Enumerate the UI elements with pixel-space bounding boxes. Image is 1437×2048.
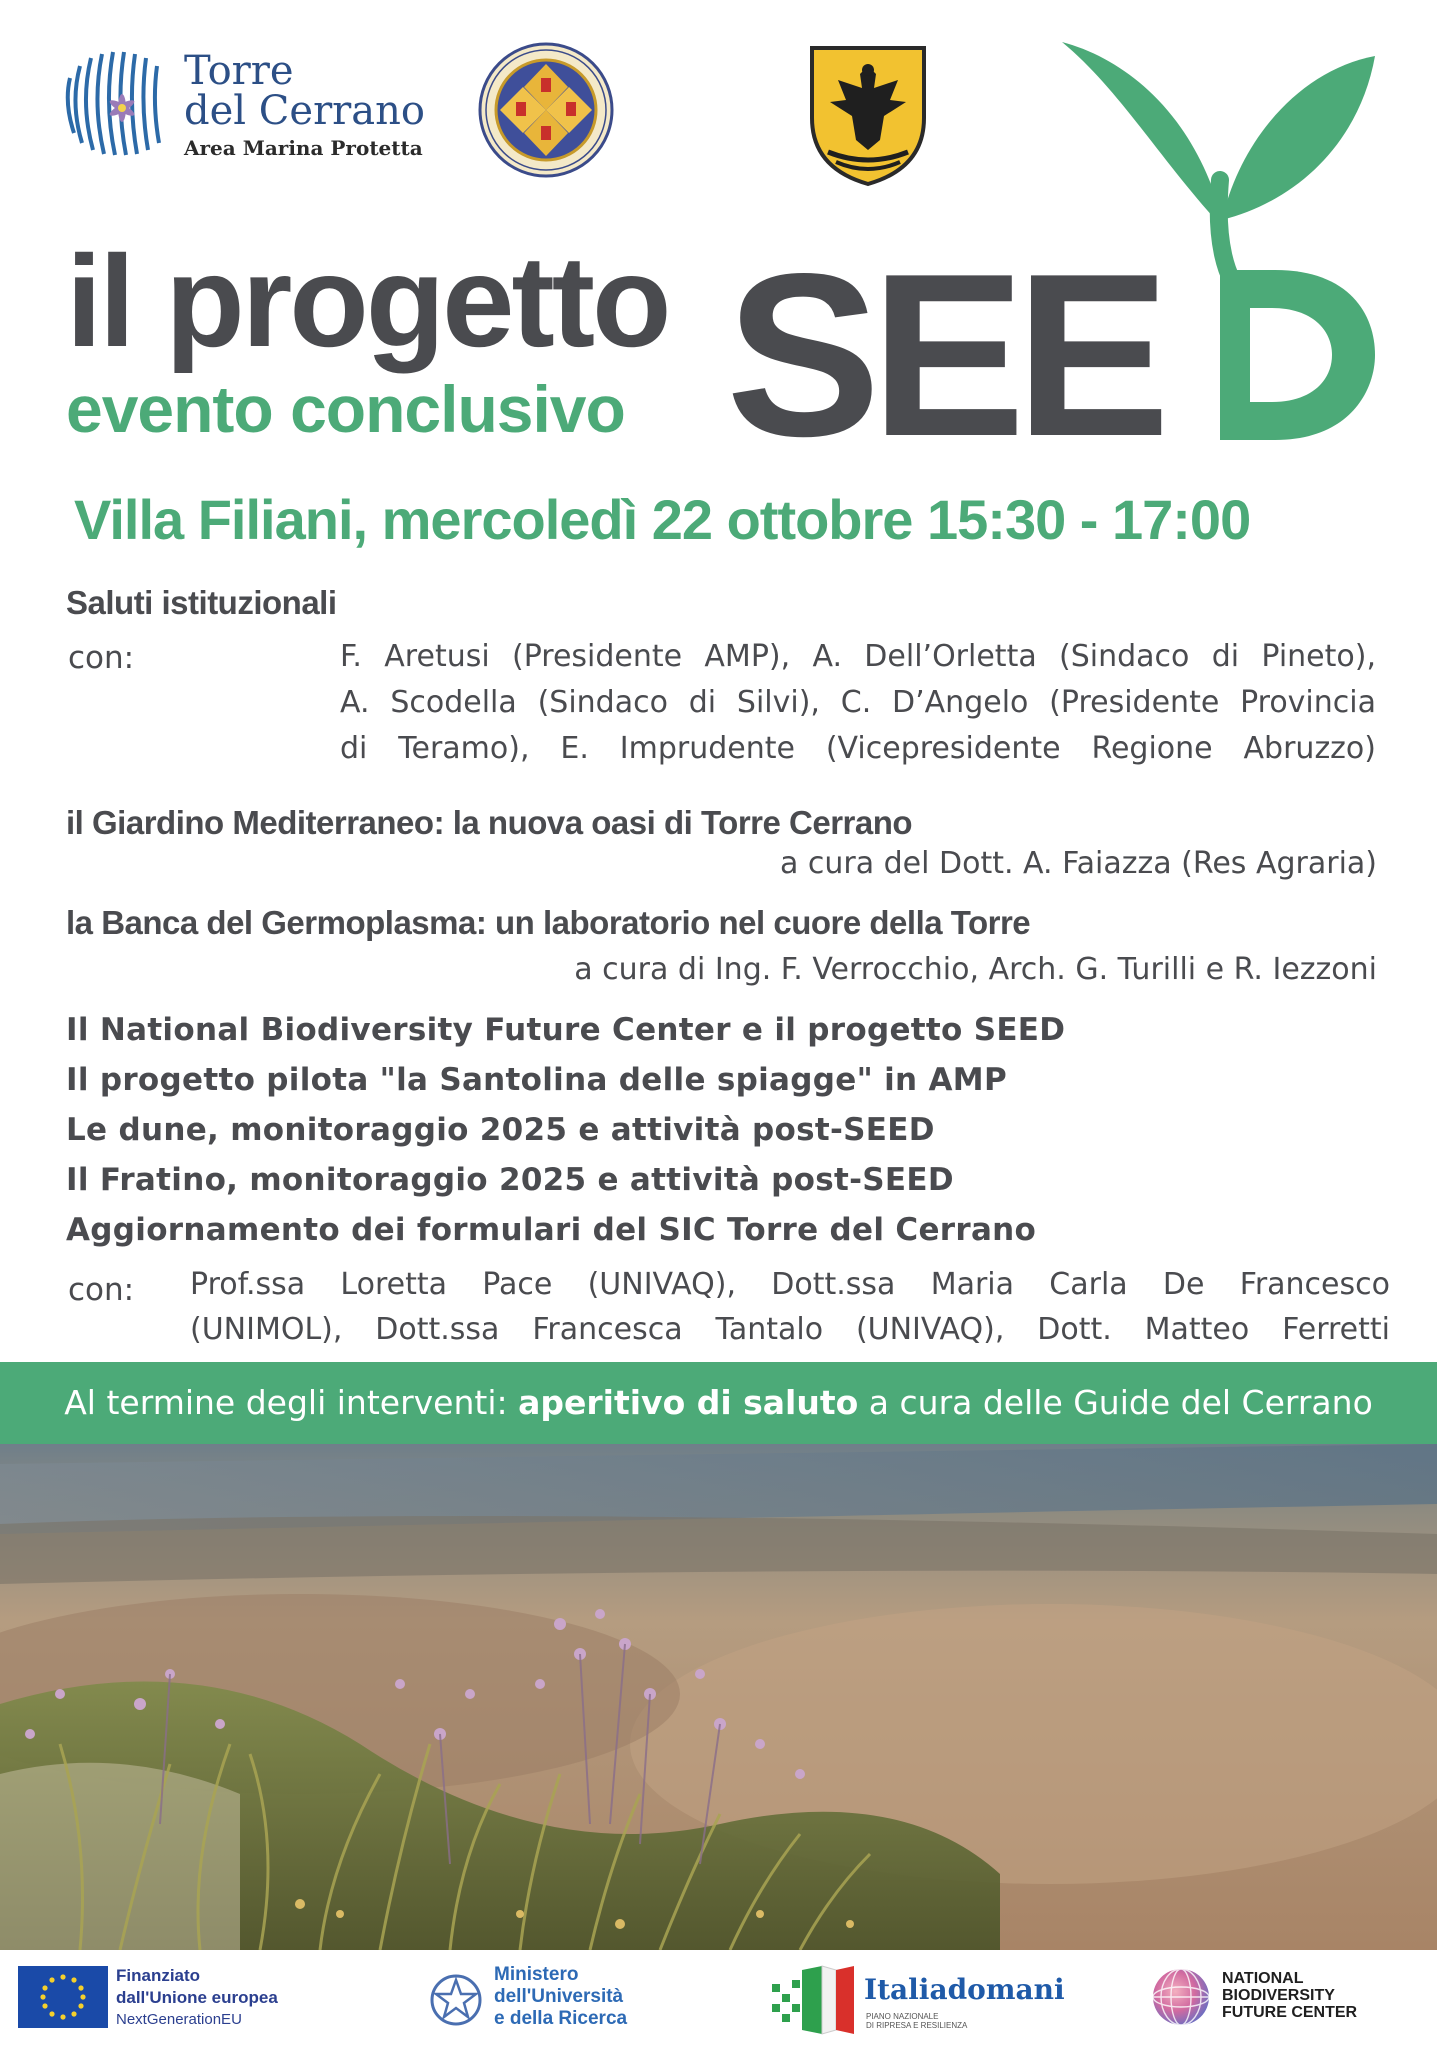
greetings-heading: Saluti istituzionali [66,584,337,621]
eu-line3: NextGenerationEU [116,2011,242,2028]
nbfc-globe-icon [1150,1966,1212,2028]
greetings-line: F. Aretusi (Presidente AMP), A. Dell’Orletta (Sindaco di Pineto), [340,639,1376,674]
eagle-crest-icon [806,40,930,188]
topic-item: Il progetto pilota "la Santolina delle spiagge" in AMP [66,1062,1007,1098]
brand-domani: domani [947,1973,1065,2006]
talk1-curator: a cura del Dott. A. Faiazza (Res Agraria) [779,846,1377,881]
nbfc-line3: FUTURE CENTER [1222,2004,1358,2021]
banner-suffix: a cura delle Guide del Cerrano [858,1383,1373,1422]
title-evento-conclusivo: evento conclusivo [66,372,625,446]
topic-item: Aggiornamento dei formulari del SIC Torre del Cerrano [66,1212,1037,1248]
brand-italia: Italia [864,1973,948,2006]
mur-line2: dell'Università [494,1986,624,2007]
banner-prefix: Al termine degli interventi: [64,1383,519,1422]
eu-flag-icon [18,1966,108,2028]
eagle-crest-logo [806,40,930,188]
italia-domani-flag-icon [770,1960,856,2038]
talk2-heading: la Banca del Germoplasma: un laboratorio nel cuore della Torre [66,904,1031,941]
unimol-seal-icon [478,42,614,178]
eu-line2: dall'Unione europea [116,1988,278,2007]
eu-line1: Finanziato [116,1966,201,1985]
speakers-line: (UNIMOL), Dott.ssa Francesca Tantalo (UNIVAQ), Dott. Matteo Ferretti [190,1312,1390,1347]
speakers-con-label: con: [68,1272,135,1308]
torre-del-cerrano-logo [60,48,425,168]
talk2-curator: a cura di Ing. F. Verrocchio, Arch. G. Turilli e R. Iezzoni [574,952,1377,987]
logo-text-del-cerrano: del Cerrano [184,88,425,134]
banner-highlight: aperitivo di saluto [518,1383,859,1422]
topic-item: Il National Biodiversity Future Center e il progetto SEED [66,1012,1066,1048]
nbfc-line1: NATIONAL [1222,1970,1304,1987]
mur-line1: Ministero [494,1964,579,1985]
event-date-location: Villa Filiani, mercoledì 22 ottobre 15:30 - 17:00 [74,488,1251,551]
speakers-line: Prof.ssa Loretta Pace (UNIVAQ), Dott.ssa Maria Carla De Francesco [190,1267,1390,1302]
nbfc-line2: BIODIVERSITY [1222,1987,1335,2004]
footer-logos [0,1950,1437,2048]
logo-text-area-marina: Area Marina Protetta [184,136,423,160]
italia-tag2: DI RIPRESA E RESILIENZA [866,2021,968,2030]
logo-text-torre: Torre [184,48,294,94]
topic-item: Le dune, monitoraggio 2025 e attività post-SEED [66,1112,935,1148]
greetings-list [340,634,1376,772]
italia-domani-brand [864,1974,1065,2006]
greetings-line: A. Scodella (Sindaco di Silvi), C. D’Angelo (Presidente Provincia [340,685,1376,720]
italia-tag1: PIANO NAZIONALE [866,2012,939,2021]
dune-photo [0,1444,1437,1950]
greetings-line: di Teramo), E. Imprudente (Vicepresidente Regione Abruzzo) [340,731,1376,766]
unimol-seal-logo [478,42,614,178]
wave-globe-icon [60,48,180,158]
talk1-heading: il Giardino Mediterraneo: la nuova oasi di Torre Cerrano [66,804,913,841]
dune-landscape-image [0,1444,1437,1950]
mur-line3: e della Ricerca [494,2008,628,2029]
aperitivo-banner [0,1362,1437,1444]
italian-emblem-icon [428,1970,484,2030]
greetings-con-label: con: [68,640,135,676]
title-il-progetto: il progetto [66,228,669,374]
topic-item: Il Fratino, monitoraggio 2025 e attività post-SEED [66,1162,954,1198]
title-seed: SEE [726,226,1161,485]
speakers-list [190,1262,1390,1352]
